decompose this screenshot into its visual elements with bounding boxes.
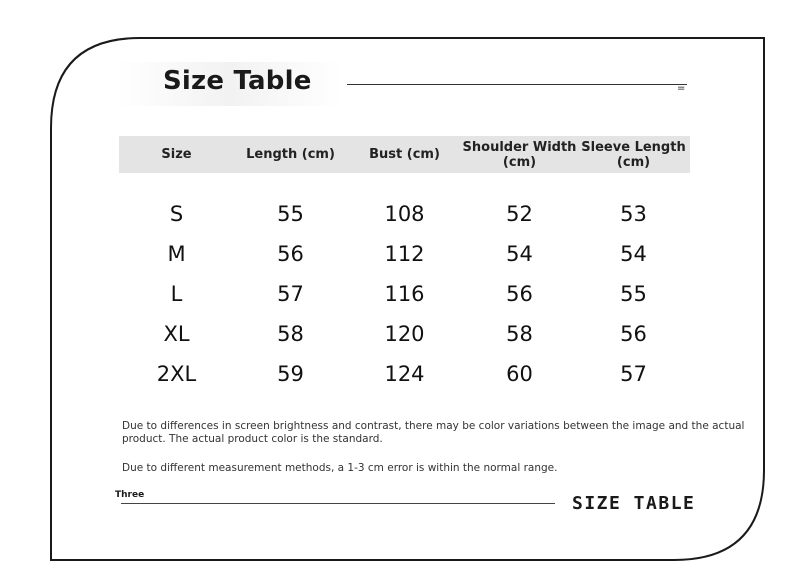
cell-sleeve: 56 (620, 322, 647, 346)
cell-length: 57 (277, 282, 304, 306)
cell-size: XL (163, 322, 190, 346)
cell-size: 2XL (156, 362, 197, 386)
color-disclaimer: Due to differences in screen brightness and contrast, there may be color variations between the image and the actual product. The actual product color is the standard. (122, 420, 745, 445)
table-row (119, 276, 690, 312)
cell-bust: 112 (384, 242, 425, 266)
cell-sleeve: 53 (620, 202, 647, 226)
title-divider (347, 84, 687, 85)
cell-length: 59 (277, 362, 304, 386)
cell-sleeve: 57 (620, 362, 647, 386)
cell-bust: 116 (384, 282, 425, 306)
cell-length: 58 (277, 322, 304, 346)
footer-title: SIZE TABLE (572, 493, 696, 514)
table-row (119, 196, 690, 232)
table-row (119, 236, 690, 272)
measurement-disclaimer: Due to different measurement methods, a 1-3 cm error is within the normal range. (122, 462, 558, 474)
title-mark: = (677, 83, 686, 94)
header-length: Length (cm) (246, 147, 335, 162)
cell-size: M (167, 242, 186, 266)
cell-bust: 108 (384, 202, 425, 226)
cell-sleeve: 54 (620, 242, 647, 266)
header-bust: Bust (cm) (369, 147, 440, 162)
cell-sleeve: 55 (620, 282, 647, 306)
cell-shoulder: 56 (506, 282, 533, 306)
table-row (119, 316, 690, 352)
cell-shoulder: 52 (506, 202, 533, 226)
footer-divider (121, 503, 555, 504)
header-size: Size (161, 147, 192, 162)
header-shoulder-width: Shoulder Width (cm) (462, 139, 577, 170)
cell-shoulder: 58 (506, 322, 533, 346)
page-title: Size Table (163, 66, 312, 96)
cell-shoulder: 54 (506, 242, 533, 266)
cell-bust: 120 (384, 322, 425, 346)
header-sleeve-length: Sleeve Length (cm) (581, 139, 686, 170)
cell-length: 56 (277, 242, 304, 266)
cell-shoulder: 60 (506, 362, 533, 386)
footer-label: Three (115, 490, 145, 500)
cell-length: 55 (277, 202, 304, 226)
table-row (119, 356, 690, 392)
cell-size: S (169, 202, 184, 226)
cell-size: L (170, 282, 183, 306)
table-header (119, 136, 690, 173)
cell-bust: 124 (384, 362, 425, 386)
